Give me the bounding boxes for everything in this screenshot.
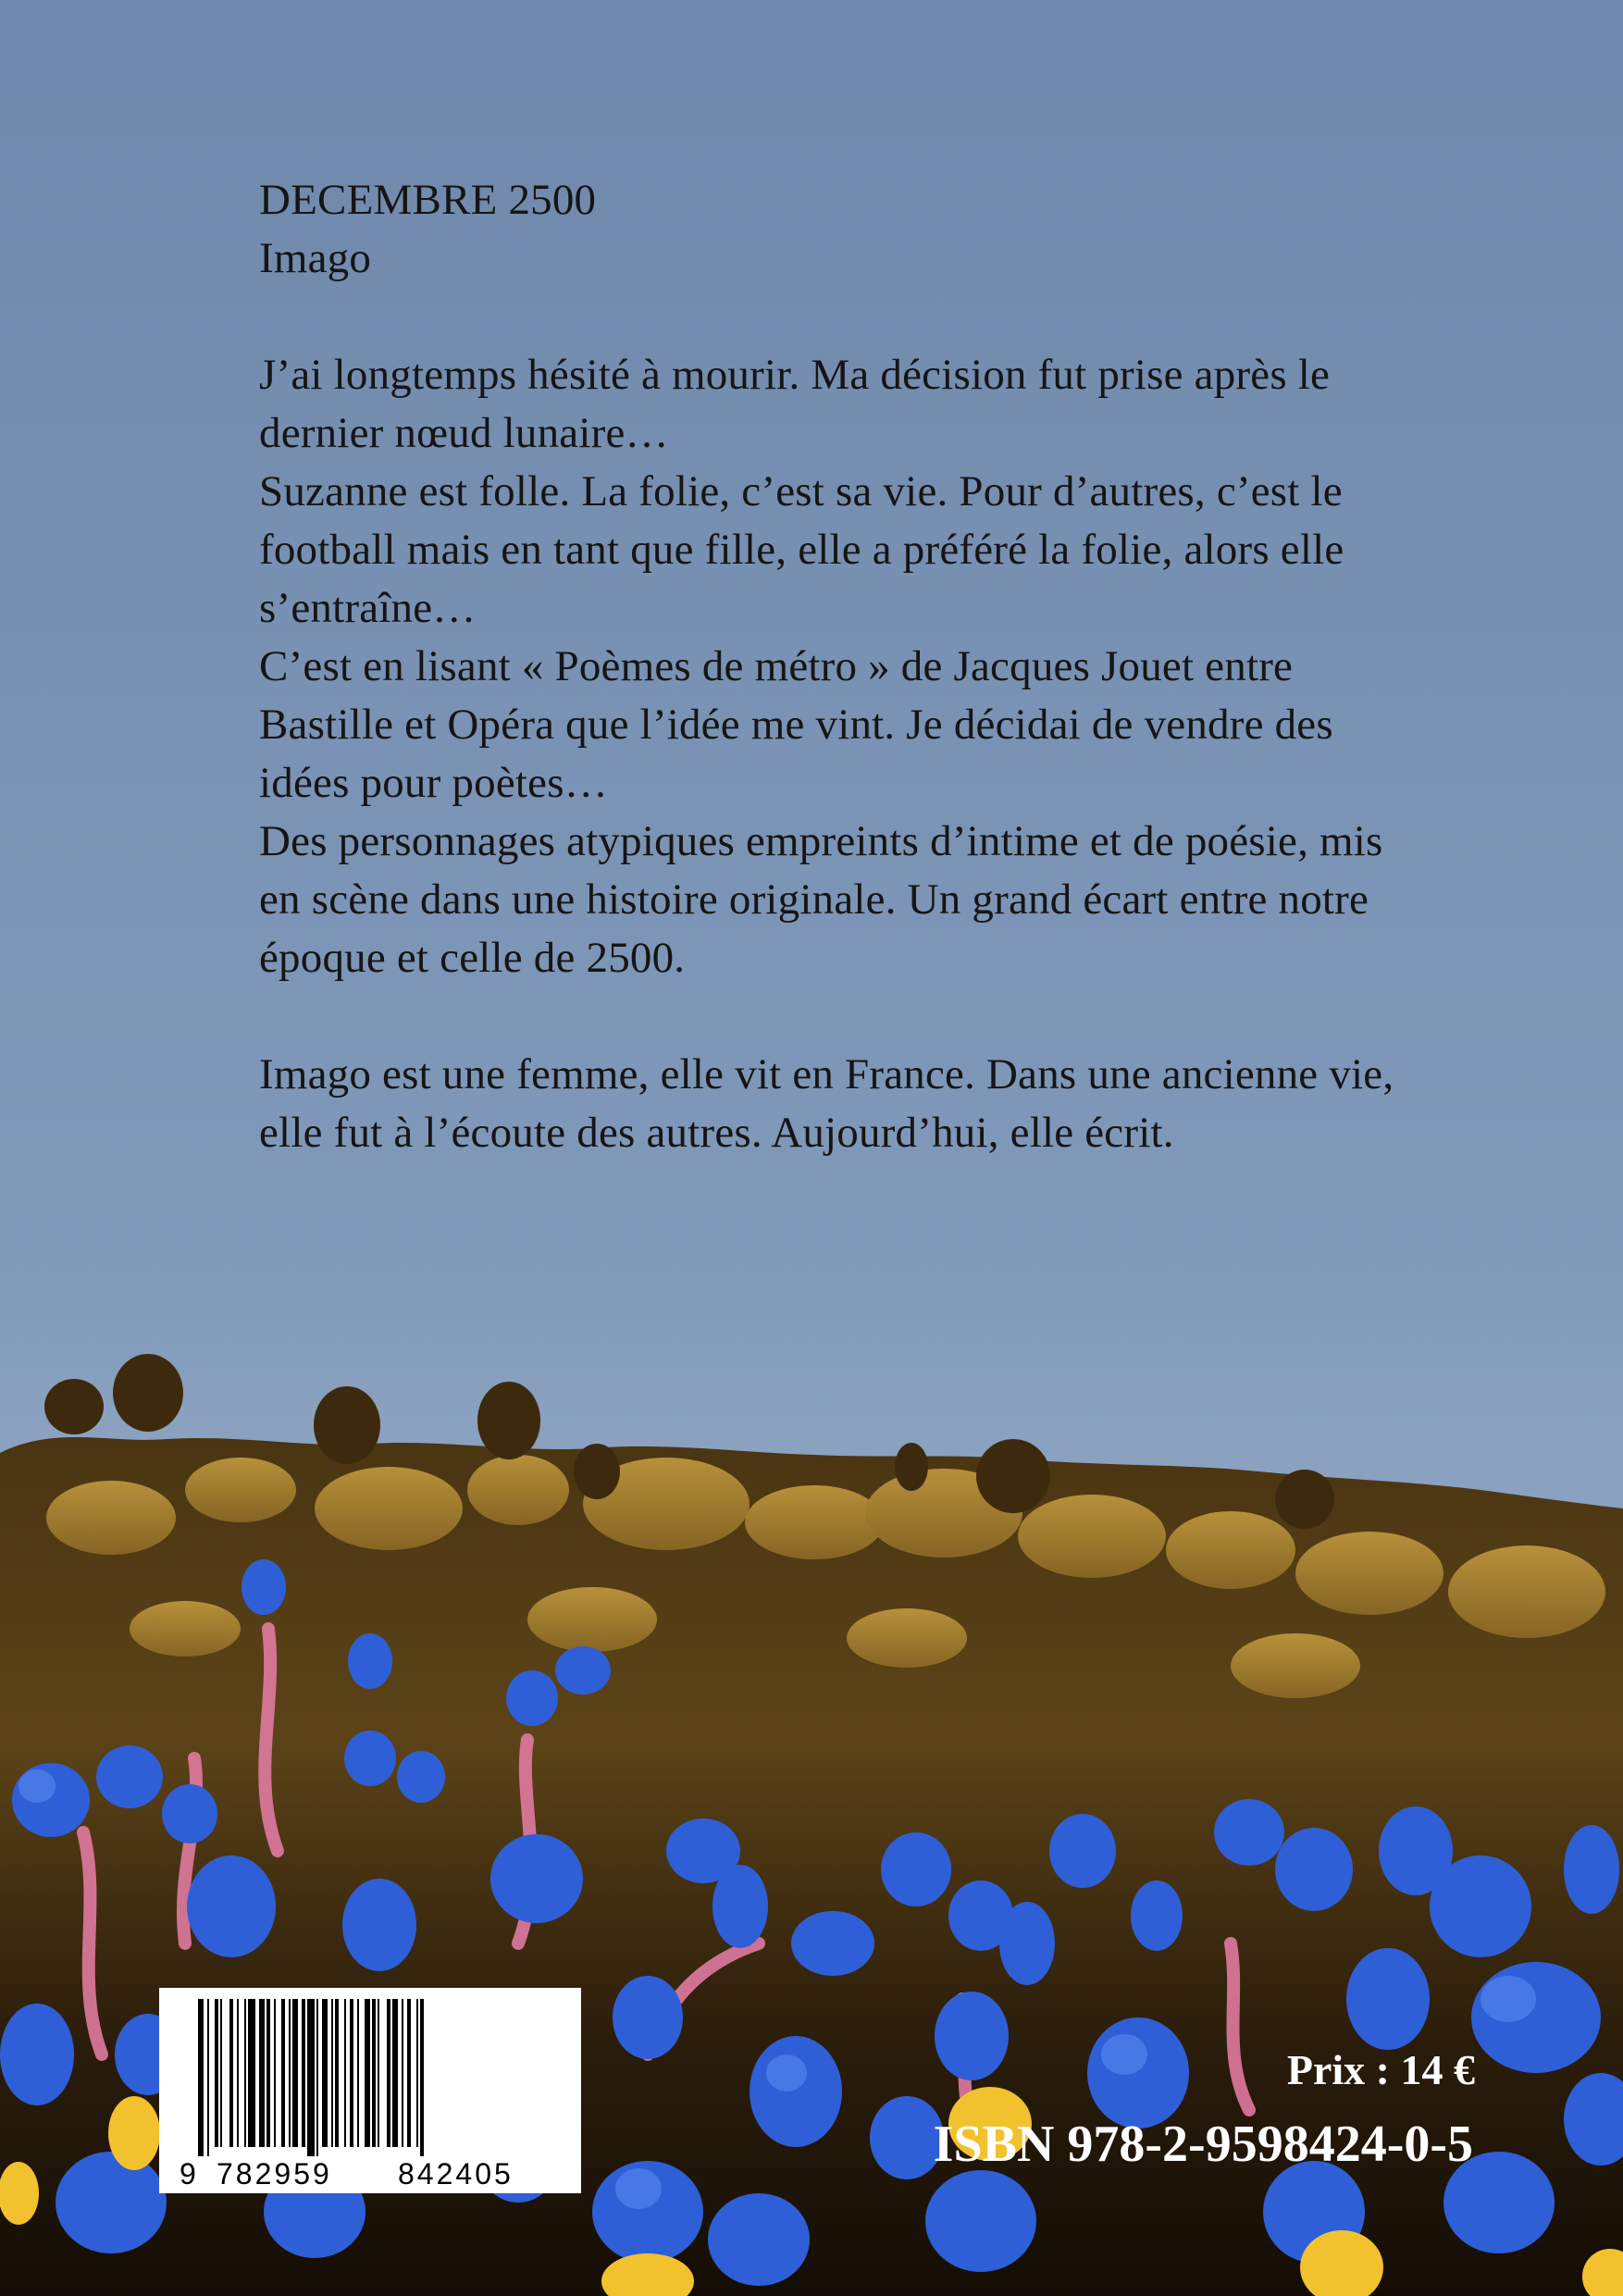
barcode-bar: [357, 1999, 359, 2147]
barcode-bar: [248, 1999, 255, 2147]
barcode-bar: [402, 1999, 403, 2147]
barcode: [159, 1988, 581, 2193]
barcode-bar: [198, 1999, 204, 2156]
barcode-bar: [274, 1999, 276, 2147]
barcode-bar: [420, 1999, 424, 2156]
author-bio: Imago est une femme, elle vit en France. Dans une ancienne vie, elle fut à l’écoute des autres. Aujourd’hui, elle écrit.: [259, 1050, 1394, 1157]
barcode-bar: [350, 1999, 353, 2147]
spacer: [259, 288, 1425, 346]
price-label: Prix : 14 €: [1286, 2046, 1475, 2093]
barcode-bar: [207, 1999, 209, 2156]
barcode-bar: [229, 1999, 233, 2147]
barcode-bar: [266, 1999, 270, 2147]
barcode-bar: [365, 1999, 370, 2147]
barcode-first-digit: 9: [180, 2157, 196, 2191]
barcode-left-digits: 782959: [217, 2157, 332, 2191]
barcode-bar: [387, 1999, 390, 2147]
isbn-label: ISBN 978-2-9598424-0-5: [933, 2116, 1473, 2173]
book-title: DECEMBRE 2500: [259, 176, 597, 224]
blurb-text: [259, 171, 1425, 1162]
synopsis-paragraph-2: Suzanne est folle. La folie, c’est sa vie. Pour d’autres, c’est le football mais en tant que fille, elle a préféré la folie, alors elle s’entraîne…: [259, 467, 1344, 632]
barcode-bar: [335, 1999, 339, 2147]
barcode-bar: [392, 1999, 398, 2147]
barcode-bar: [407, 1999, 411, 2147]
barcode-right-digits: 842405: [398, 2157, 514, 2191]
barcode-bar: [220, 1999, 222, 2147]
author-name: Imago: [259, 234, 372, 282]
barcode-bar: [322, 1999, 328, 2147]
barcode-bar: [281, 1999, 285, 2147]
barcode-bar: [372, 1999, 376, 2147]
synopsis-paragraph-4: Des personnages atypiques empreints d’intime et de poésie, mis en scène dans une histoire originale. Un grand écart entre notre époque et celle de 2500.: [259, 817, 1383, 982]
barcode-bar: [331, 1999, 333, 2147]
barcode-bar: [244, 1999, 246, 2147]
barcode-bar: [307, 1999, 315, 2156]
spacer: [259, 987, 1425, 1046]
synopsis-paragraph-3: C’est en lisant « Poèmes de métro » de Jacques Jouet entre Bastille et Opéra que l’idée me vint. Je décidai de vendre des idées pour poètes…: [259, 642, 1333, 807]
barcode-bar: [302, 1999, 305, 2147]
barcode-bar: [237, 1999, 239, 2147]
barcode-bar: [378, 1999, 379, 2147]
barcode-bar: [289, 1999, 291, 2147]
barcode-bar: [416, 1999, 418, 2147]
barcode-bar: [316, 1999, 318, 2156]
barcode-bar: [344, 1999, 346, 2147]
synopsis-paragraph-1: J’ai longtemps hésité à mourir. Ma décision fut prise après le dernier nœud lunaire…: [259, 351, 1331, 457]
barcode-bar: [292, 1999, 298, 2147]
barcode-bar: [259, 1999, 265, 2147]
barcode-bar: [215, 1999, 218, 2147]
